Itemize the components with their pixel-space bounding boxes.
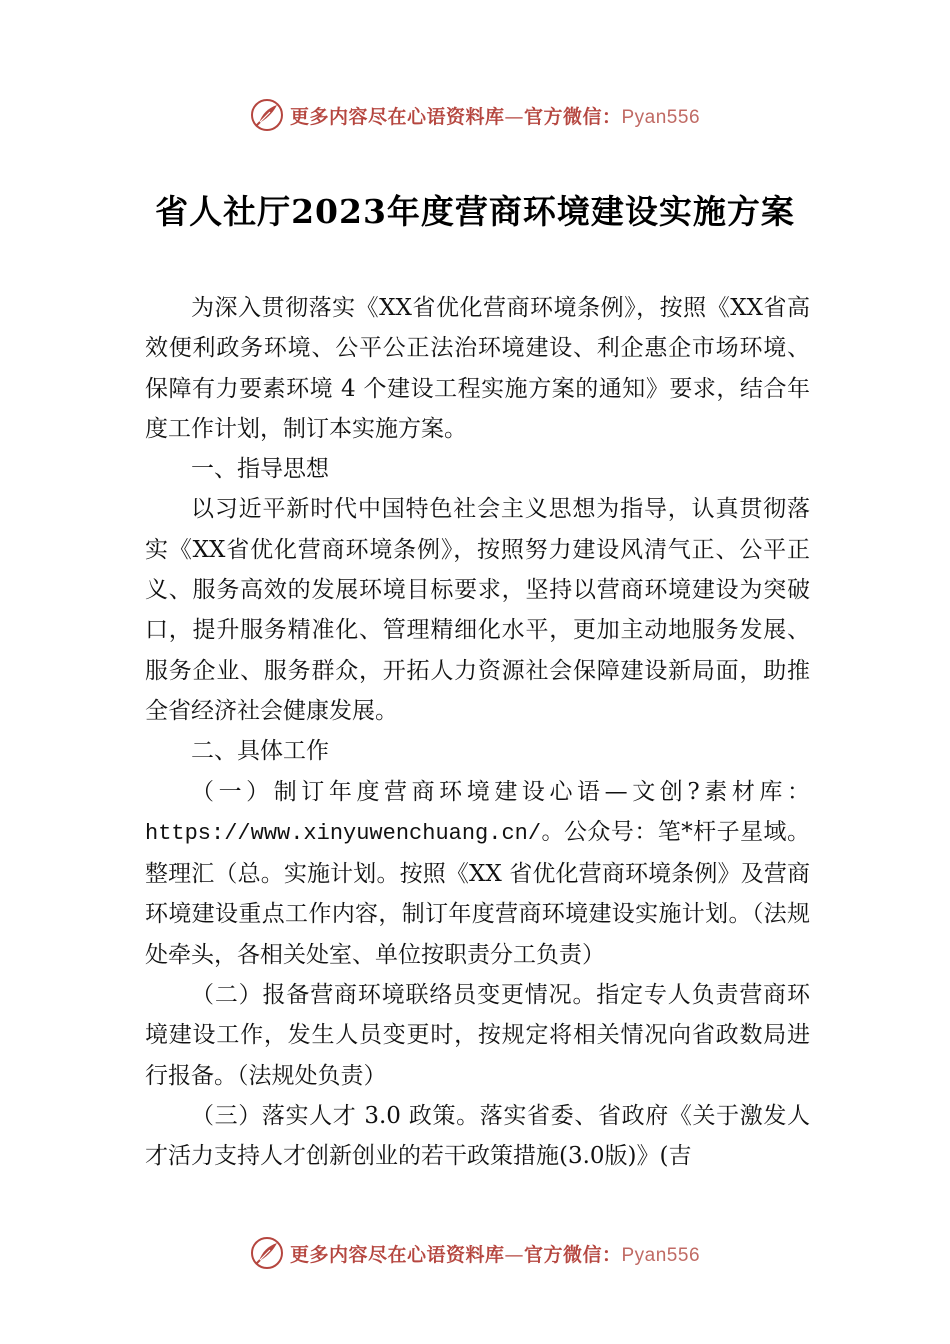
work-item-3: （三）落实人才 3.0 政策。落实省委、省政府《关于激发人才活力支持人才创新创业的若干政策措施(3.0版)》(吉 (145, 1102, 810, 1170)
work-item-1 (145, 772, 810, 975)
watermark-wechat-id: Pyan556 (621, 1244, 701, 1266)
quill-logo-icon (250, 98, 284, 132)
watermark-site-name: 更多内容尽在心语资料库 (289, 105, 505, 128)
quill-logo-icon (250, 1236, 284, 1270)
document-title: 省人社厅2023年度营商环境建设实施方案 (155, 192, 795, 231)
watermark-site-name: 更多内容尽在心语资料库 (289, 1243, 505, 1266)
watermark-banner-bottom (0, 1233, 950, 1273)
section-heading-guiding-ideology: 一、指导思想 (191, 456, 329, 483)
work-item-1-body: 公众号：笔*杆子星域。整理汇（总。实施计划。按照《XX 省优化营商环境条例》及营商环境建设重点工作内容，制订年度营商环境建设实施计划。（法规处牵头，各相关处室、单位按职责分工负责） (145, 818, 810, 968)
watermark-banner-top (0, 95, 950, 135)
section-heading-specific-work: 二、具体工作 (191, 738, 329, 765)
watermark-separator: — (504, 1243, 524, 1266)
watermark-text (290, 102, 700, 129)
guiding-ideology-paragraph: 以习近平新时代中国特色社会主义思想为指导，认真贯彻落实《XX省优化营商环境条例》，按照努力建设风清气正、公平正义、服务高效的发展环境目标要求，坚持以营商环境建设为突破口，提升服务精准化、管理精细化水平，更加主动地服务发展、服务企业、服务群众，开拓人力资源社会保障建设新局面，助推全省经济社会健康发展。 (145, 496, 810, 724)
document-body (145, 288, 810, 1177)
watermark-wechat-id: Pyan556 (621, 106, 701, 128)
watermark-separator: — (504, 105, 524, 128)
work-item-2: （二）报备营商环境联络员变更情况。指定专人负责营商环境建设工作，发生人员变更时，按规定将相关情况向省政数局进行报备。（法规处负责） (145, 982, 810, 1089)
work-item-1-url: https://www.xinyuwenchuang.cn/。 (145, 820, 564, 846)
work-item-1-prefix: （一）制订年度营商环境建设心语—文创?素材库： (191, 778, 810, 805)
intro-paragraph: 为深入贯彻落实《XX省优化营商环境条例》，按照《XX省高效便利政务环境、公平公正法治环境建设、利企惠企市场环境、保障有力要素环境 4 个建设工程实施方案的通知》要求，结合年度工作计划，制订本实施方案。 (145, 295, 810, 442)
watermark-text (290, 1240, 700, 1267)
watermark-official-label: 官方微信： (523, 1243, 622, 1266)
watermark-official-label: 官方微信： (523, 105, 622, 128)
